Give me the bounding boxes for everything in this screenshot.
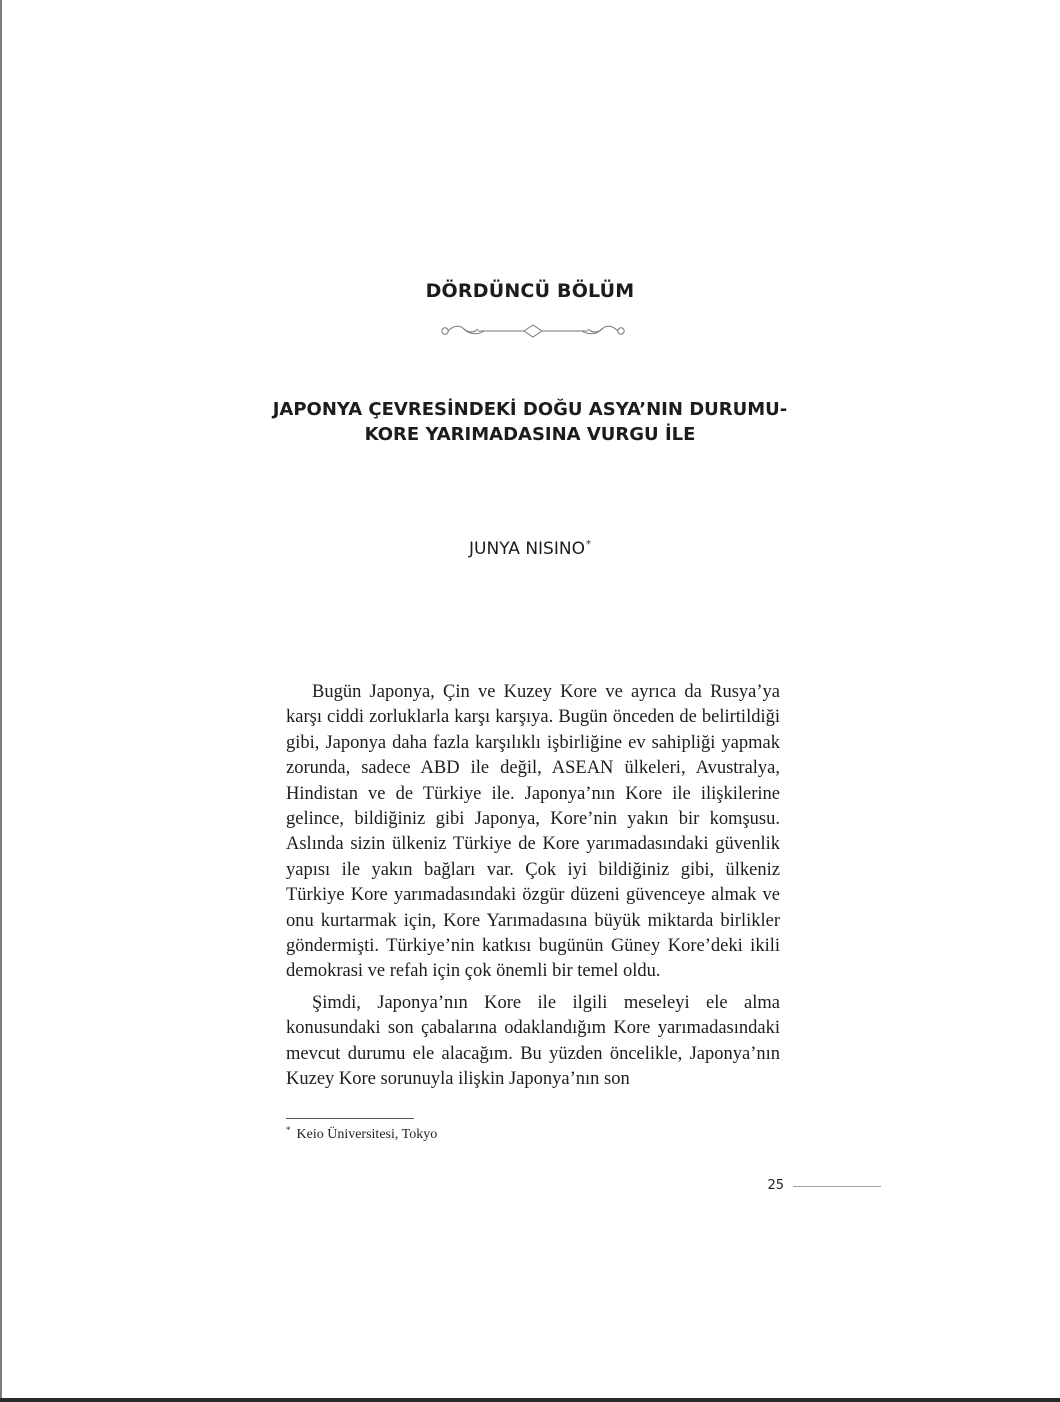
page-left-edge bbox=[0, 0, 2, 1402]
title-line-2: KORE YARIMADASINA VURGU İLE bbox=[364, 424, 696, 445]
chapter-heading: DÖRDÜNCÜ BÖLÜM bbox=[425, 280, 635, 302]
page-bottom-edge bbox=[0, 1398, 1060, 1402]
paragraph: Şimdi, Japonya’nın Kore ile ilgili meseleyi ele alma konusundaki son çabalarına odaklandığım Kore yarımadasındaki mevcut durumu ele alacağım. Bu yüzden öncelikle, Japonya’nın Kuzey Kore sorunuyla ilişkin Japonya’nın son bbox=[286, 992, 780, 1090]
author-line bbox=[0, 539, 1060, 559]
article-title bbox=[0, 397, 1060, 447]
ornament-divider-icon bbox=[438, 321, 628, 341]
footnote-text: Keio Üniversitesi, Tokyo bbox=[296, 1127, 438, 1142]
footnote bbox=[286, 1125, 437, 1143]
body-text bbox=[286, 680, 780, 1099]
page-number: 25 bbox=[767, 1178, 784, 1193]
author-footnote-mark: * bbox=[585, 539, 591, 550]
footnote-mark: * bbox=[286, 1125, 291, 1135]
page-number-rule bbox=[793, 1186, 881, 1187]
paragraph: Bugün Japonya, Çin ve Kuzey Kore ve ayrıca da Rusya’ya karşı ciddi zorluklarla karşı karşıya. Bugün önceden de belirtildiği gibi, Japonya daha fazla karşılıklı işbirliğine ev sahipliği yapmak zorunda, sadece ABD ile değil, ASEAN ülkeleri, Avustralya, Hindistan ve de Türkiye ile. Japonya’nın Kore ile ilişkilerine gelince, bildiğiniz gibi Japonya, Kore’nin yakın bir komşusu. Aslında sizin ülkeniz Türkiye de Kore yarımadasındaki güvenlik yapısı ile yakın bağları var. Çok iyi bildiğiniz gibi, ülkeniz Türkiye Kore yarımadasındaki özgür düzeni güvenceye almak ve onu kurtarmak için, Kore Yarımadasına büyük miktarda birlikler göndermişti. Türkiye’nin katkısı bugünün Güney Kore’deki ikili demokrasi ve refah için çok önemli bir temel oldu. bbox=[286, 682, 780, 982]
footnote-separator bbox=[286, 1118, 414, 1119]
author-name: JUNYA NISINO bbox=[469, 539, 585, 559]
title-line-1: JAPONYA ÇEVRESİNDEKİ DOĞU ASYA’NIN DURUMU- bbox=[272, 399, 788, 420]
